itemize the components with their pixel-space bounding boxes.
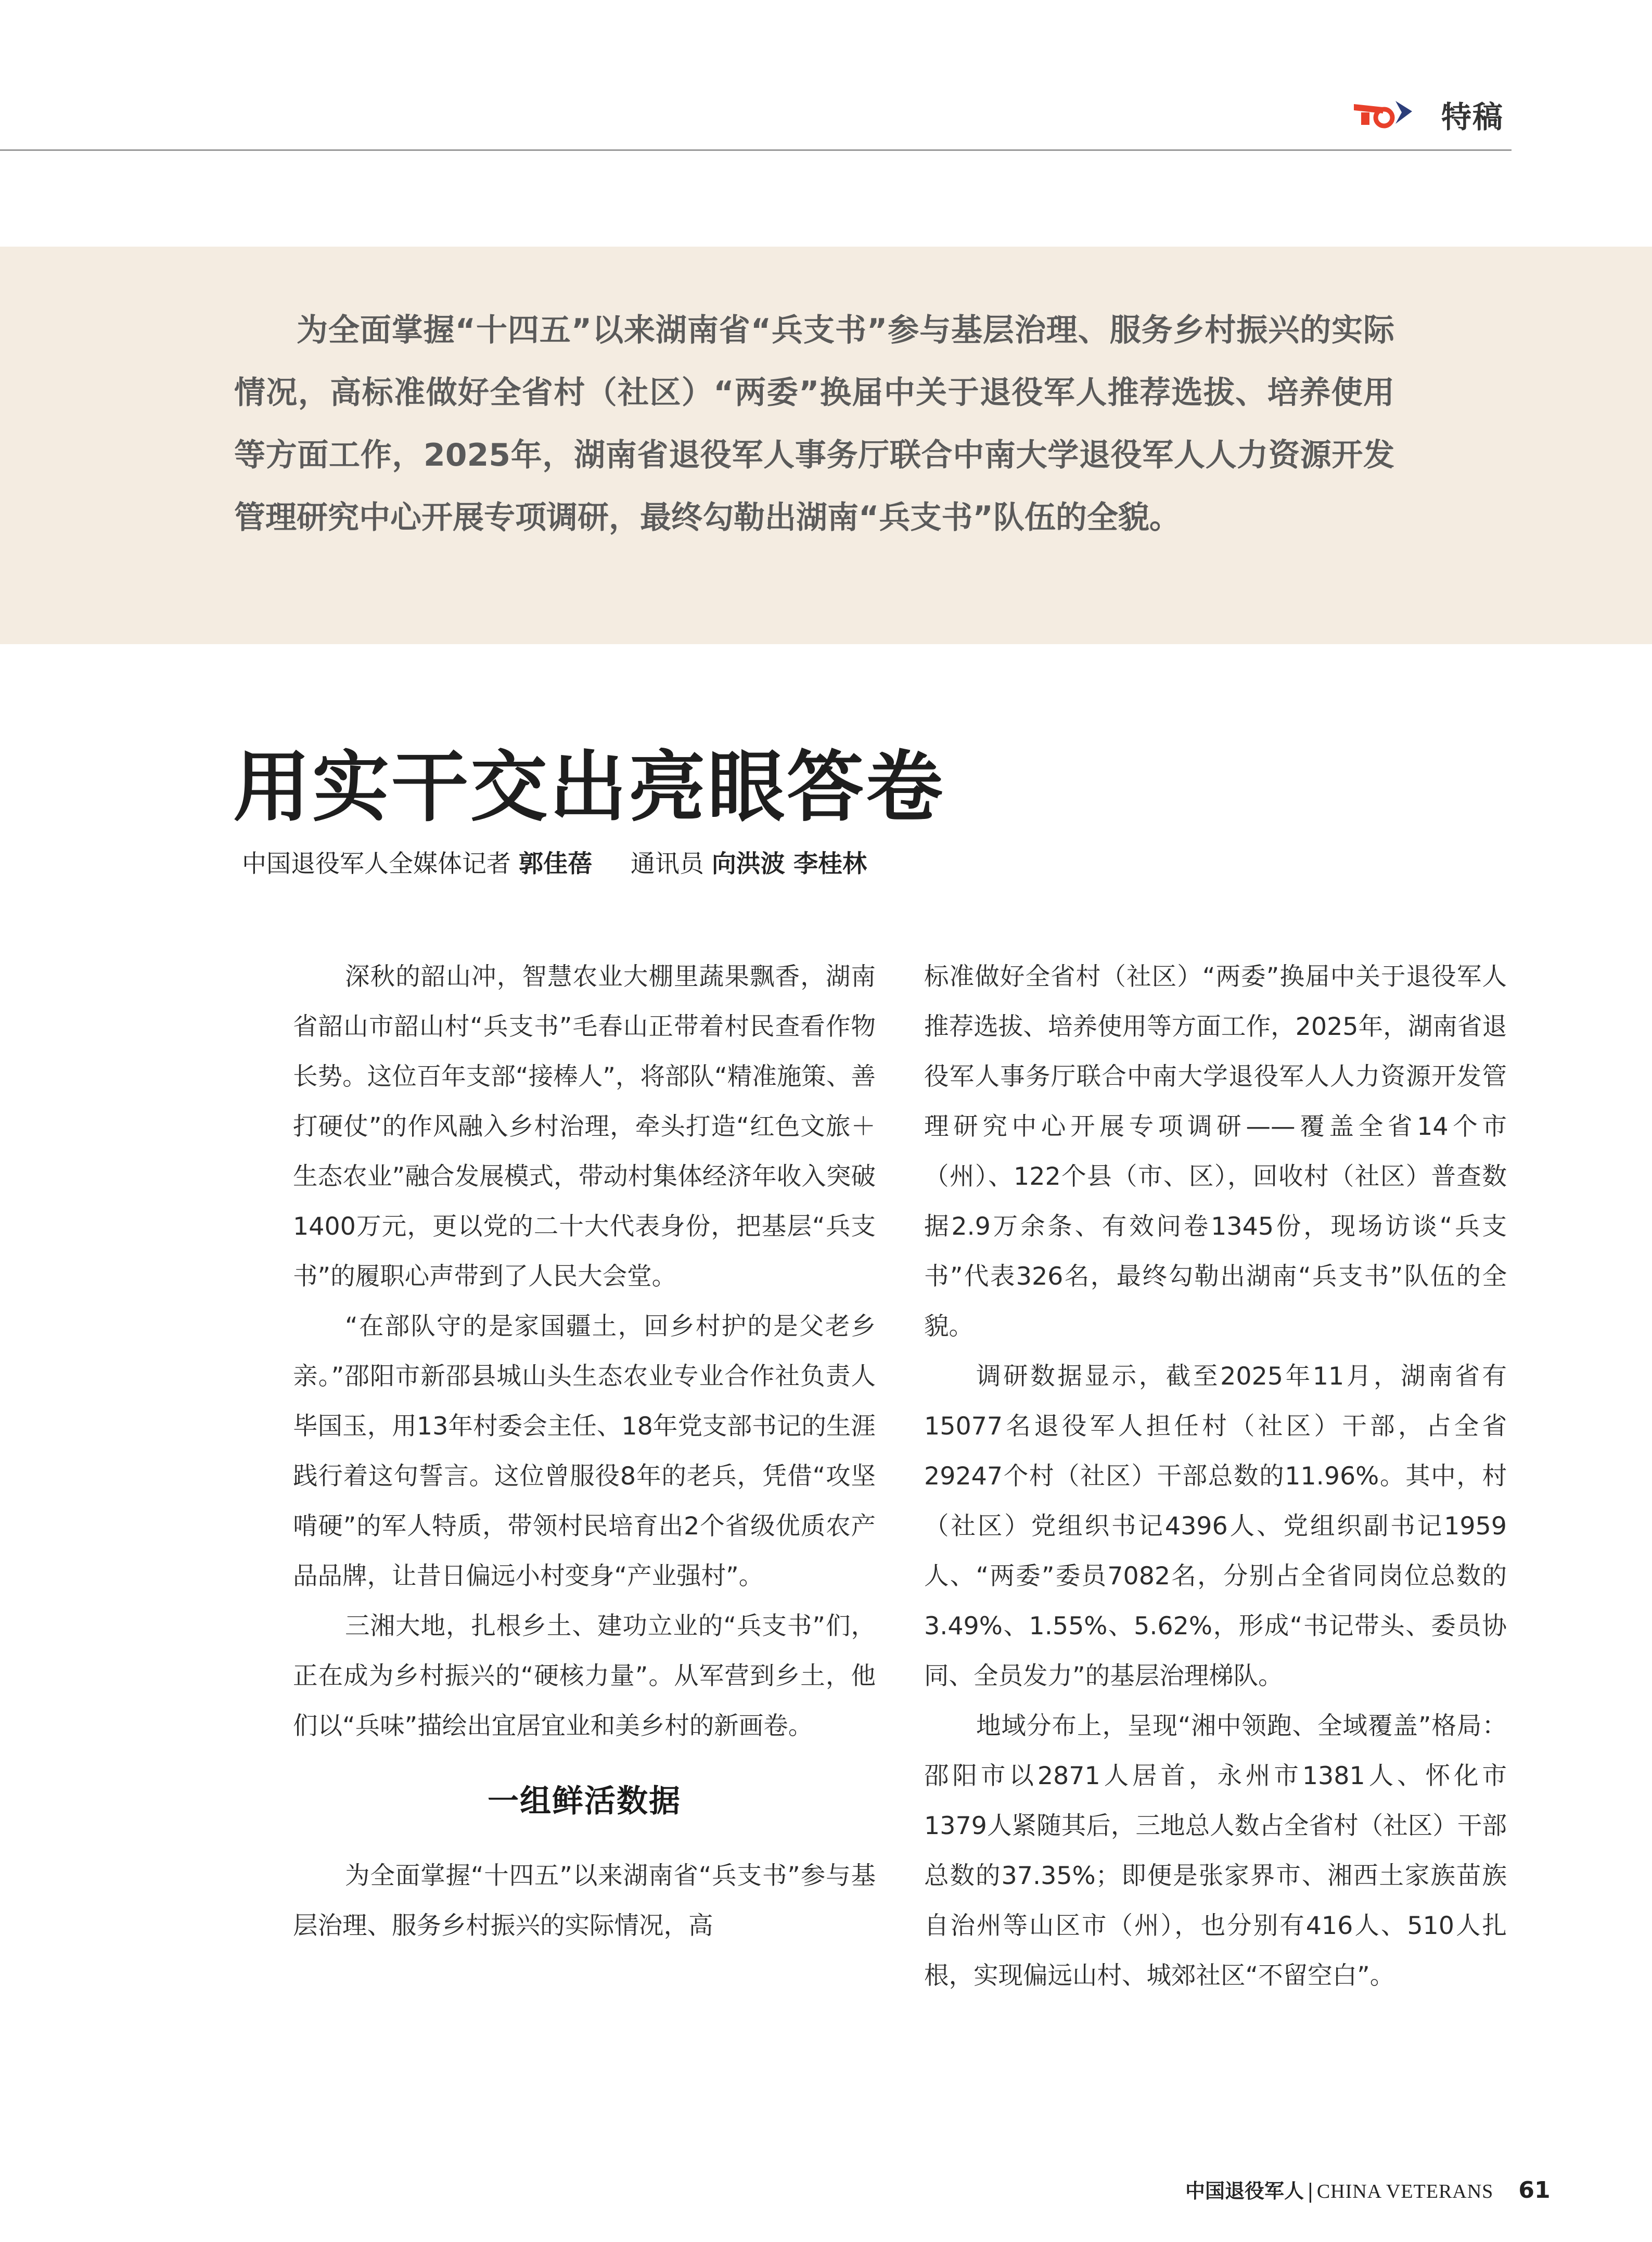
section-logo-icon — [1352, 97, 1414, 132]
paragraph: 为全面掌握“十四五”以来湖南省“兵支书”参与基层治理、服务乡村振兴的实际情况，高 — [293, 1862, 876, 1940]
paragraph: 调研数据显示，截至2025年11月，湖南省有15077名退役军人担任村（社区）干部，占全省29247个村（社区）干部总数的11.96%。其中，村（社区）党组织书记4396人、党组织副书记1959人、“两委”委员7082名，分别占全省同岗位总数的3.49%、1.55%、5.62%，形成“书记带头、委员协同、全员发力”的基层治理梯队。 — [924, 1362, 1507, 1690]
paragraph: “在部队守的是家国疆土，回乡村护的是父老乡亲。”邵阳市新邵县城山头生态农业专业合作社负责人毕国玉，用13年村委会主任、18年党支部书记的生涯践行着这句誓言。这位曾服役8年的老兵，凭借“攻坚啃硬”的军人特质，带领村民培育出2个省级优质农产品品牌，让昔日偏远小村变身“产业强村”。 — [293, 1312, 876, 1591]
correspondent-role: 通讯员 — [630, 850, 704, 878]
section-label: 特稿 — [1441, 99, 1504, 135]
section-heading: 一组鲜活数据 — [488, 1783, 681, 1820]
paragraph: 地域分布上，呈现“湘中领跑、全域覆盖”格局：邵阳市以2871人居首，永州市1381人、怀化市1379人紧随其后，三地总人数占全省村（社区）干部总数的37.35%；即便是张家界市、湘西土家族苗族自治州等山区市（州），也分别有416人、510人扎根，实现偏远山村、城郊社区“不留空白”。 — [924, 1712, 1507, 1990]
footer-separator: | — [1307, 2180, 1314, 2202]
left-column — [293, 952, 876, 1951]
magazine-name: 中国退役军人 — [1185, 2180, 1304, 2202]
byline — [242, 844, 867, 879]
paragraph: 深秋的韶山冲，智慧农业大棚里蔬果飘香，湖南省韶山市韶山村“兵支书”毛春山正带着村民查看作物长势。这位百年支部“接棒人”，将部队“精准施策、善打硬仗”的作风融入乡村治理，牵头打造“红色文旅＋生态农业”融合发展模式，带动村集体经济年收入突破1400万元，更以党的二十大代表身份，把基层“兵支书”的履职心声带到了人民大会堂。 — [293, 963, 876, 1291]
paragraph: 三湘大地，扎根乡土、建功立业的“兵支书”们，正在成为乡村振兴的“硬核力量”。从军营到乡土，他们以“兵味”描绘出宜居宜业和美乡村的新画卷。 — [293, 1612, 876, 1740]
article-title: 用实干交出亮眼答卷 — [233, 741, 945, 832]
right-column — [924, 952, 1507, 2001]
header-divider — [0, 149, 1512, 151]
reporter-name: 郭佳蓓 — [518, 850, 592, 878]
reporter-role: 中国退役军人全媒体记者 — [242, 850, 511, 878]
magazine-english-name: CHINA VETERANS — [1316, 2181, 1494, 2202]
abstract-text: 为全面掌握“十四五”以来湖南省“兵支书”参与基层治理、服务乡村振兴的实际情况，高标准做好全省村（社区）“两委”换届中关于退役军人推荐选拔、培养使用等方面工作，2025年，湖南省退役军人事务厅联合中南大学退役军人人力资源开发管理研究中心开展专项调研，最终勾勒出湖南“兵支书”队伍的全貌。 — [234, 312, 1394, 536]
footer — [1185, 2175, 1551, 2203]
paragraph: 标准做好全省村（社区）“两委”换届中关于退役军人推荐选拔、培养使用等方面工作，2025年，湖南省退役军人事务厅联合中南大学退役军人人力资源开发管理研究中心开展专项调研——覆盖全省14个市（州）、122个县（市、区），回收村（社区）普查数据2.9万余条、有效问卷1345份，现场访谈“兵支书”代表326名，最终勾勒出湖南“兵支书”队伍的全貌。 — [924, 963, 1507, 1341]
correspondent-names: 向洪波 李桂林 — [711, 850, 867, 878]
page-number: 61 — [1518, 2177, 1551, 2203]
